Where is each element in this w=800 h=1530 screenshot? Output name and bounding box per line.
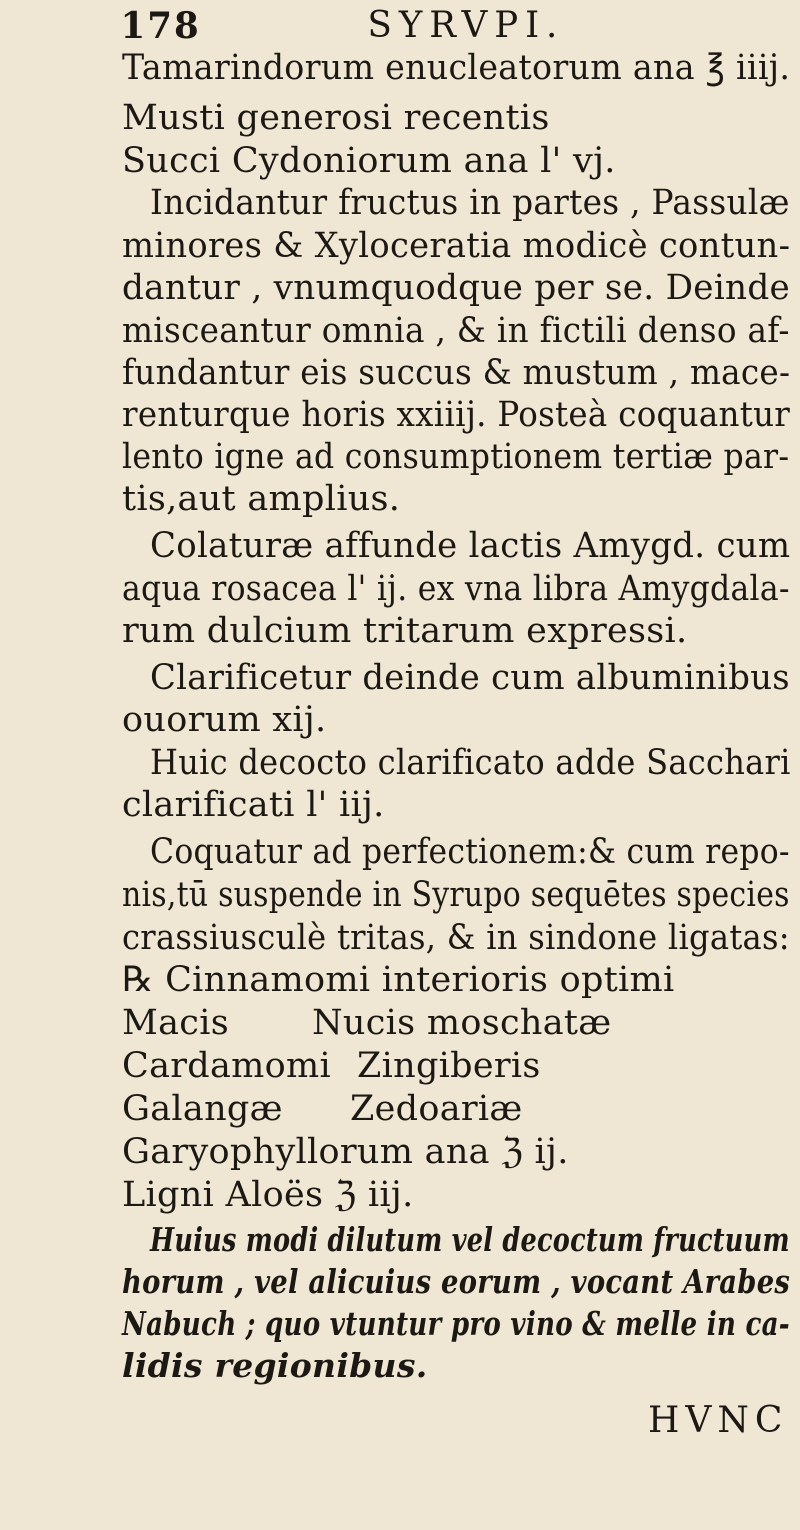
text-line: Huic decocto clarificato adde Sacchari [150,743,791,783]
recipe-item: ℞ Cinnamomi interioris optimi [122,960,675,1000]
recipe-row [122,1003,782,1043]
text-line: nis,tū suspende in Syrupo sequētes species [122,875,790,915]
recipe-item: Zedoariæ [350,1089,523,1129]
italic-note-line: Huius modi dilutum vel decoctum fructuum [150,1220,790,1259]
text-line: tis,aut amplius. [122,479,401,519]
text-line: crassiusculè tritas, & in sindone ligatas: [122,918,790,958]
folio-number: 178 [120,5,201,47]
text-line: rum dulcium tritarum expressi. [122,611,688,651]
text-line: minores & Xyloceratia modicè contun- [122,226,791,266]
text-line: dantur , vnumquodque per se. Deinde [122,268,791,308]
text-line: Clarificetur deinde cum albuminibus [150,658,790,698]
page-header [0,6,790,50]
recipe-item: Galangæ [122,1089,283,1129]
recipe-item: Zingiberis [357,1046,541,1086]
text-line: Incidantur fructus in partes , Passulæ [150,183,790,223]
italic-note-line: horum , vel alicuius eorum , vocant Arabes [122,1262,791,1301]
text-line: Succi Cydoniorum ana l' vj. [122,141,616,181]
text-line: Colaturæ affunde lactis Amygd. cum [150,526,791,566]
text-line: lento igne ad consumptionem tertiæ par- [122,437,790,477]
recipe-item: Cardamomi [122,1046,331,1086]
italic-note-line: Nabuch ; quo vtuntur pro vino & melle in ca- [122,1304,790,1343]
text-line: fundantur eis succus & mustum , mace- [122,353,791,393]
text-line: aqua rosacea l' ij. ex vna libra Amygdala- [122,569,790,609]
recipe-row [122,1089,782,1129]
catchword: HVNC [648,1400,789,1441]
recipe-item: Macis [122,1003,229,1043]
recipe-item: Nucis moschatæ [312,1003,612,1043]
text-line: Musti generosi recentis [122,98,550,138]
text-line: Tamarindorum enucleatorum ana ℥ iiij. [122,48,791,88]
text-line: renturque horis xxiiij. Posteà coquantur [122,395,791,435]
text-line: Coquatur ad perfectionem:& cum repo- [150,832,790,872]
text-line: clarificati l' iij. [122,785,385,825]
text-line: misceantur omnia , & in fictili denso af- [122,311,790,351]
running-head: SYRVPI. [367,5,565,46]
recipe-row [122,1046,782,1086]
italic-note-line: lidis regionibus. [122,1346,428,1385]
recipe-row: Garyophyllorum ana ℨ ij. [122,1132,569,1172]
recipe-row [122,960,782,1000]
text-line: ouorum xij. [122,700,327,740]
recipe-row: Ligni Aloës ℨ iij. [122,1175,414,1215]
